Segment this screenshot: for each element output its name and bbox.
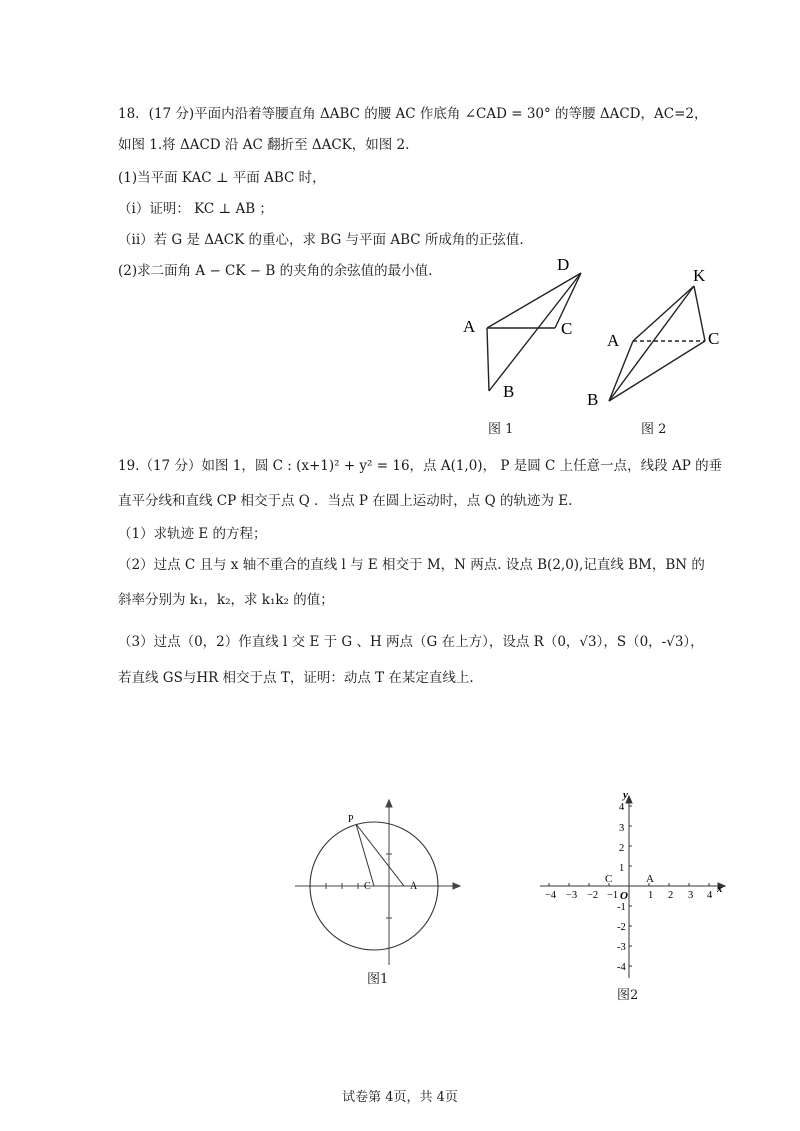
q18-fig1-caption: 图 1 <box>488 422 514 437</box>
x-tick-label: 1 <box>648 890 654 901</box>
q18-line1: 18．(17 分)平面内沿着等腰直角 ΔABC 的腰 AC 作底角 ∠CAD = 30° 的等腰 ΔACD，AC=2， <box>118 106 708 122</box>
label-a: A <box>463 317 476 336</box>
label-b: B <box>587 390 599 409</box>
q18-figure-1 <box>455 250 595 425</box>
label-c: C <box>561 319 573 338</box>
label-b: B <box>503 382 515 401</box>
q18-line2: 如图 1.将 ΔACD 沿 AC 翻折至 ΔACK，如图 2. <box>118 137 410 153</box>
page-footer: 试卷第 4页，共 4页 <box>342 1090 458 1105</box>
q18-line6: (2)求二面角 A − CK − B 的夹角的余弦值的最小值. <box>118 263 433 279</box>
x-tick-label: −3 <box>566 890 578 901</box>
q19-line2: 直平分线和直线 CP 相交于点 Q ．当点 P 在圆上运动时，点 Q 的轨迹为 E. <box>118 493 573 509</box>
label-p: P <box>348 814 354 825</box>
y-tick-label: -1 <box>617 902 626 913</box>
label-c: C <box>605 873 613 885</box>
x-axis-arrow <box>453 883 460 889</box>
axis-label-x: x <box>717 883 723 895</box>
edge-kc <box>694 286 705 341</box>
y-tick-label: -2 <box>617 922 626 933</box>
y-tick-label: -4 <box>617 962 626 973</box>
edge-bc <box>609 341 705 401</box>
q19-fig2-caption: 图2 <box>617 988 639 1003</box>
edge-bk <box>609 286 694 401</box>
y-axis-arrow <box>386 800 392 807</box>
q19-line6: （3）过点（0，2）作直线 l 交 E 于 G 、H 两点（G 在上方），设点 R（0，√3），S（0，-√3）， <box>118 634 704 650</box>
label-a: A <box>410 881 418 892</box>
q19-line1: 19.（17 分）如图 1，圆 C : (x+1)² + y² = 16，点 A(1,0)， P 是圆 C 上任意一点，线段 AP 的垂 <box>118 458 723 474</box>
q19-line5: 斜率分别为 k₁，k₂，求 k₁k₂ 的值； <box>118 592 334 608</box>
segment-pa <box>356 824 404 886</box>
q19-figure-2 <box>535 788 730 983</box>
q18-line4: （i）证明： KC ⊥ AB ； <box>118 201 273 217</box>
y-tick-label: 2 <box>619 843 625 854</box>
edge-ak <box>633 286 694 341</box>
q19-line3: （1）求轨迹 E 的方程； <box>118 526 267 542</box>
q19-line7: 若直线 GS与HR 相交于点 T，证明：动点 T 在某定直线上. <box>118 670 474 686</box>
axis-label-y: y <box>623 789 628 801</box>
y-tick-label: 3 <box>619 823 625 834</box>
q18-line3: (1)当平面 KAC ⊥ 平面 ABC 时， <box>118 170 326 186</box>
label-a: A <box>607 331 620 350</box>
label-d: D <box>557 255 570 274</box>
q18-fig2-caption: 图 2 <box>641 422 667 437</box>
origin-label: O <box>620 890 628 902</box>
edge-ab <box>487 328 489 391</box>
y-tick-label: -3 <box>617 942 626 953</box>
label-c: C <box>364 881 371 892</box>
x-tick-label: −2 <box>587 890 599 901</box>
label-c: C <box>708 329 720 348</box>
y-tick-label: 1 <box>619 863 625 874</box>
y-tick-label: 4 <box>619 802 625 813</box>
x-tick-label: −4 <box>545 890 557 901</box>
q19-line4: （2）过点 C 且与 x 轴不重合的直线 l 与 E 相交于 M，N 两点. 设点 B(2,0),记直线 BM，BN 的 <box>118 557 705 573</box>
x-tick-label: 2 <box>668 890 674 901</box>
label-a: A <box>646 873 654 885</box>
edge-ab <box>609 341 633 401</box>
x-tick-label: −1 <box>607 890 619 901</box>
x-tick-label: 3 <box>688 890 694 901</box>
q19-fig1-caption: 图1 <box>367 972 389 987</box>
x-tick-label: 4 <box>707 890 713 901</box>
label-k: K <box>693 266 706 285</box>
q18-line5: （ii）若 G 是 ΔACK 的重心，求 BG 与平面 ABC 所成角的正弦值. <box>118 232 524 248</box>
segment-pc <box>356 824 374 886</box>
q18-figure-2 <box>585 255 735 415</box>
q19-figure-1 <box>290 790 470 970</box>
